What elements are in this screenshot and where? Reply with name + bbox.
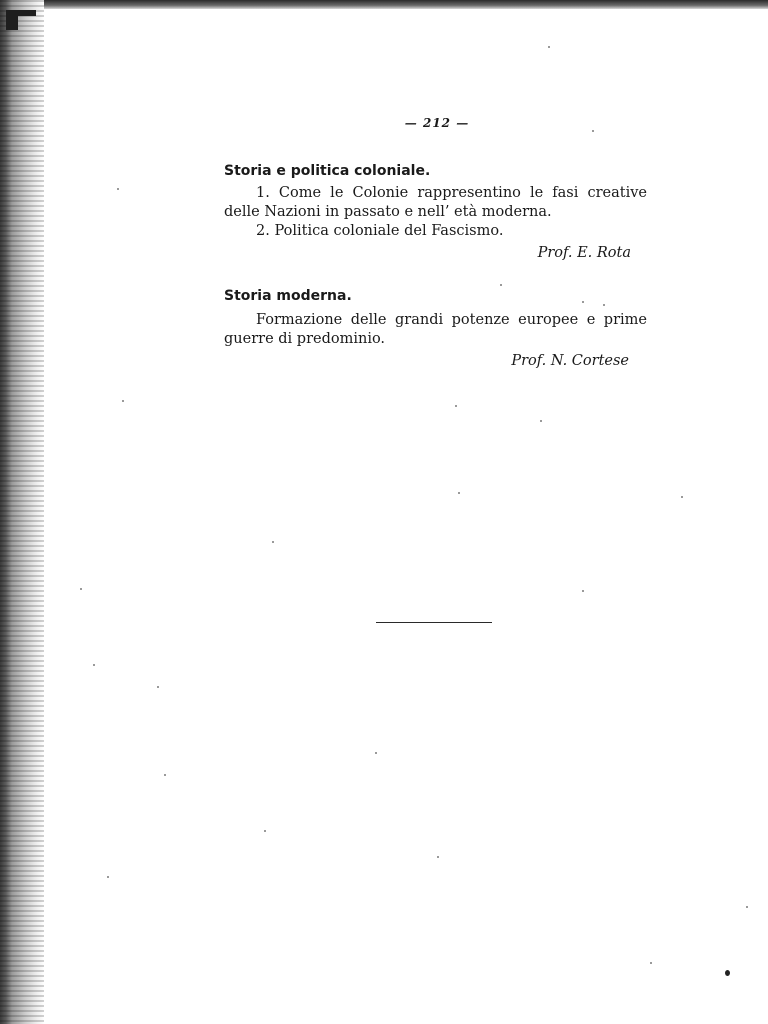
body-line: Formazione delle grandi potenze europee e prime <box>256 312 647 328</box>
body-line: guerre di predominio. <box>224 331 386 347</box>
speck <box>500 284 502 286</box>
speck <box>681 496 683 498</box>
speck <box>157 686 159 688</box>
page-number: — 212 — <box>404 116 470 130</box>
ink-dot <box>725 970 730 976</box>
speck <box>746 906 748 908</box>
body-line: 1. Come le Colonie rappresentino le fasi creative <box>256 185 647 201</box>
speck <box>540 420 542 422</box>
speck <box>107 876 109 878</box>
section-colonial-history <box>224 158 647 265</box>
speck <box>592 130 594 132</box>
speck <box>603 304 605 306</box>
binding-clip-mark <box>6 10 36 30</box>
body-line: 2. Politica coloniale del Fascismo. <box>256 223 504 239</box>
speck <box>80 588 82 590</box>
speck <box>93 664 95 666</box>
speck <box>264 830 266 832</box>
speck <box>582 590 584 592</box>
section-title: Storia e politica coloniale. <box>224 163 431 179</box>
speck <box>375 752 377 754</box>
speck <box>272 541 274 543</box>
book-binding-edge <box>0 0 44 1024</box>
speck <box>650 962 652 964</box>
section-modern-history <box>224 283 647 373</box>
speck <box>455 405 457 407</box>
speck <box>117 188 119 190</box>
author-signature: Prof. E. Rota <box>537 245 631 261</box>
page-content <box>224 158 647 373</box>
author-signature: Prof. N. Cortese <box>511 353 629 369</box>
scan-top-edge <box>0 0 768 9</box>
speck <box>458 492 460 494</box>
speck <box>122 400 124 402</box>
speck <box>437 856 439 858</box>
speck <box>582 301 584 303</box>
body-line: delle Nazioni in passato e nell’ età moderna. <box>224 204 552 220</box>
speck <box>548 46 550 48</box>
closing-rule <box>376 622 492 623</box>
section-title: Storia moderna. <box>224 288 352 304</box>
speck <box>164 774 166 776</box>
